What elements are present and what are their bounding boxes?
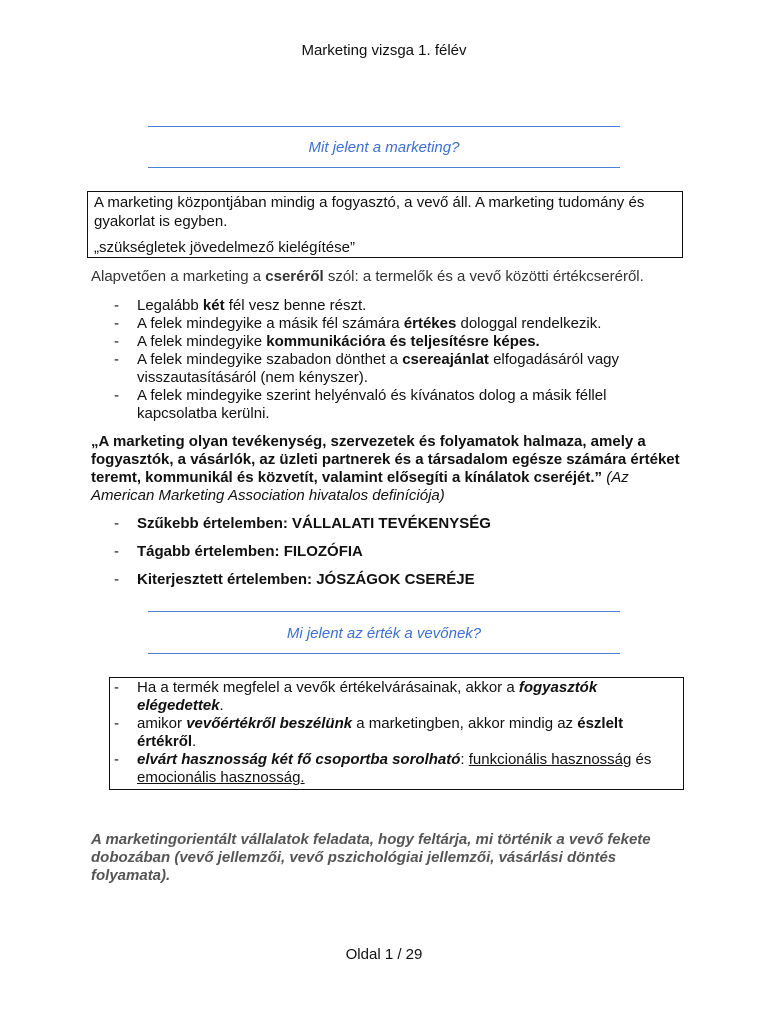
interpretation-item xyxy=(91,515,661,533)
list-item: - A felek mindegyike a másik fél számára értékes dologgal rendelkezik. xyxy=(91,315,661,333)
list-item: - amikor vevőértékről beszélünk a marketingben, akkor mindig az észlelt értékről. xyxy=(91,715,675,751)
list-item: - Legalább két fél vesz benne részt. xyxy=(91,297,661,315)
value-list xyxy=(91,679,675,787)
section-heading-marketing: Mit jelent a marketing? xyxy=(308,139,460,156)
list-item: - Ha a termék megfelel a vevők értékelvárásainak, akkor a fogyasztók elégedettek. xyxy=(91,679,675,715)
list-item: - Tágabb értelemben: FILOZÓFIA xyxy=(91,543,661,561)
intro-paragraph: Alapvetően a marketing a cseréről szól: a termelők és a vevő közötti értékcseréről. xyxy=(91,268,644,285)
list-item: - A felek mindegyike kommunikációra és teljesítésre képes. xyxy=(91,333,661,351)
divider xyxy=(148,126,620,127)
definition-box xyxy=(87,191,683,258)
page-number: Oldal 1 / 29 xyxy=(345,946,423,963)
ama-definition: „A marketing olyan tevékenység, szervezetek és folyamatok halmaza, amely a fogyasztók, a vásárlók, az üzleti partnerek és a társadalom egésze számára értéket teremt, kommunikál és közvetít, valamint elősegíti a kínálatok cseréjét.” (Az American Marketing Association hivatalos definíciója) xyxy=(91,433,680,504)
page-header-title: Marketing vizsga 1. félév xyxy=(301,42,467,59)
box-quote: „szükségletek jövedelmező kielégítése” xyxy=(94,239,355,256)
divider xyxy=(148,653,620,654)
closing-paragraph: A marketingorientált vállalatok feladata, hogy feltárja, mi történik a vevő fekete dobozában (vevő jellemzői, vevő pszichológiai jellemzői, vásárlási döntés folyamata). xyxy=(91,831,651,884)
list-item: - A felek mindegyike szabadon dönthet a csereajánlat elfogadásáról vagy visszautasításáról (nem kényszer). xyxy=(91,351,661,387)
list-item: - A felek mindegyike szerint helyénvaló és kívánatos dolog a másik féllel kapcsolatba kerülni. xyxy=(91,387,661,423)
list-item: - Kiterjesztett értelemben: JÓSZÁGOK CSERÉJE xyxy=(91,571,661,589)
section-heading-value: Mi jelent az érték a vevőnek? xyxy=(286,625,482,642)
divider xyxy=(148,167,620,168)
interpretation-item xyxy=(91,543,661,561)
divider xyxy=(148,611,620,612)
list-item: - Szűkebb értelemben: VÁLLALATI TEVÉKENYSÉG xyxy=(91,515,661,533)
box-text: A marketing központjában mindig a fogyasztó, a vevő áll. A marketing tudomány és gyakorlat is egyben. xyxy=(94,194,645,230)
list-item: - elvárt hasznosság két fő csoportba sorolható: funkcionális hasznosság és emocionális hasznosság. xyxy=(91,751,675,787)
interpretation-item xyxy=(91,571,661,589)
exchange-conditions-list xyxy=(91,297,661,423)
